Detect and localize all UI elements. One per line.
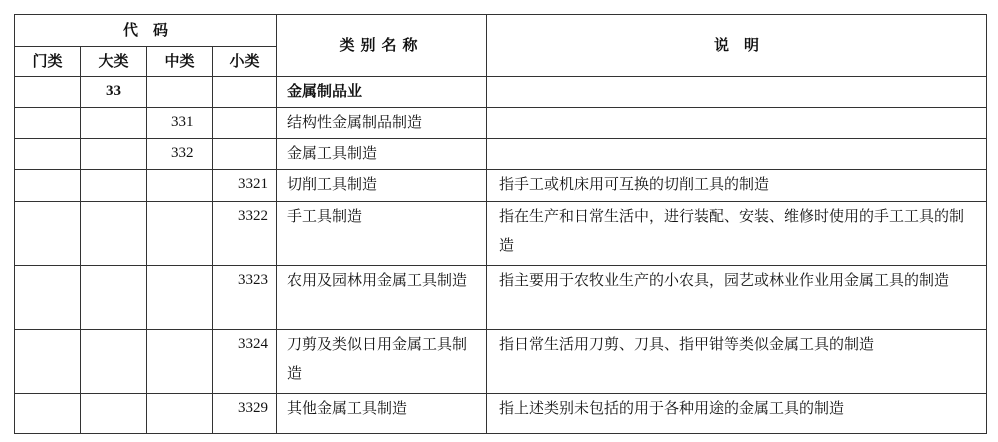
major-code-cell xyxy=(81,266,147,330)
door-cell xyxy=(15,108,81,139)
minor-code-cell xyxy=(213,77,277,108)
minor-code-cell xyxy=(213,108,277,139)
table-row xyxy=(15,108,987,139)
minor-column-header: 小类 xyxy=(213,47,277,77)
header-row-1 xyxy=(15,15,987,47)
minor-code-cell: 3321 xyxy=(213,170,277,202)
major-code-cell xyxy=(81,202,147,266)
door-cell xyxy=(15,139,81,170)
description-cell: 指日常生活用刀剪、刀具、指甲钳等类似金属工具的制造 xyxy=(487,330,987,394)
major-code-cell xyxy=(81,108,147,139)
door-cell xyxy=(15,266,81,330)
description-cell xyxy=(487,108,987,139)
description-cell xyxy=(487,77,987,108)
table-row xyxy=(15,266,987,330)
category-name-cell: 刀剪及类似日用金属工具制造 xyxy=(277,330,487,394)
code-group-header: 代 码 xyxy=(15,15,277,47)
name-column-header: 类别名称 xyxy=(277,15,487,77)
table-row xyxy=(15,202,987,266)
description-cell: 指手工或机床用可互换的切削工具的制造 xyxy=(487,170,987,202)
table-row xyxy=(15,330,987,394)
major-code-cell xyxy=(81,330,147,394)
description-cell: 指上述类别未包括的用于各种用途的金属工具的制造 xyxy=(487,394,987,434)
category-name-cell: 金属工具制造 xyxy=(277,139,487,170)
category-name-cell: 结构性金属制品制造 xyxy=(277,108,487,139)
medium-code-cell xyxy=(147,170,213,202)
medium-code-cell xyxy=(147,394,213,434)
description-column-header: 说 明 xyxy=(487,15,987,77)
table-row xyxy=(15,394,987,434)
category-name-cell: 手工具制造 xyxy=(277,202,487,266)
major-code-cell xyxy=(81,139,147,170)
minor-code-cell: 3324 xyxy=(213,330,277,394)
door-cell xyxy=(15,77,81,108)
table-row xyxy=(15,170,987,202)
minor-code-cell: 3322 xyxy=(213,202,277,266)
description-cell xyxy=(487,139,987,170)
table-row xyxy=(15,77,987,108)
major-column-header: 大类 xyxy=(81,47,147,77)
door-cell xyxy=(15,202,81,266)
door-cell xyxy=(15,394,81,434)
description-cell: 指主要用于农牧业生产的小农具，园艺或林业作业用金属工具的制造 xyxy=(487,266,987,330)
category-name-cell: 切削工具制造 xyxy=(277,170,487,202)
medium-code-cell xyxy=(147,330,213,394)
category-name-cell: 金属制品业 xyxy=(277,77,487,108)
minor-code-cell xyxy=(213,139,277,170)
door-cell xyxy=(15,330,81,394)
minor-code-cell: 3329 xyxy=(213,394,277,434)
medium-code-cell xyxy=(147,202,213,266)
classification-table xyxy=(14,14,987,434)
major-code-cell xyxy=(81,394,147,434)
medium-code-cell: 332 xyxy=(147,139,213,170)
door-column-header: 门类 xyxy=(15,47,81,77)
major-code-cell xyxy=(81,170,147,202)
category-name-cell: 其他金属工具制造 xyxy=(277,394,487,434)
category-name-cell: 农用及园林用金属工具制造 xyxy=(277,266,487,330)
description-cell: 指在生产和日常生活中，进行装配、安装、维修时使用的手工工具的制造 xyxy=(487,202,987,266)
table-row xyxy=(15,139,987,170)
door-cell xyxy=(15,170,81,202)
medium-code-cell xyxy=(147,77,213,108)
medium-code-cell: 331 xyxy=(147,108,213,139)
minor-code-cell: 3323 xyxy=(213,266,277,330)
medium-column-header: 中类 xyxy=(147,47,213,77)
major-code-cell: 33 xyxy=(81,77,147,108)
medium-code-cell xyxy=(147,266,213,330)
